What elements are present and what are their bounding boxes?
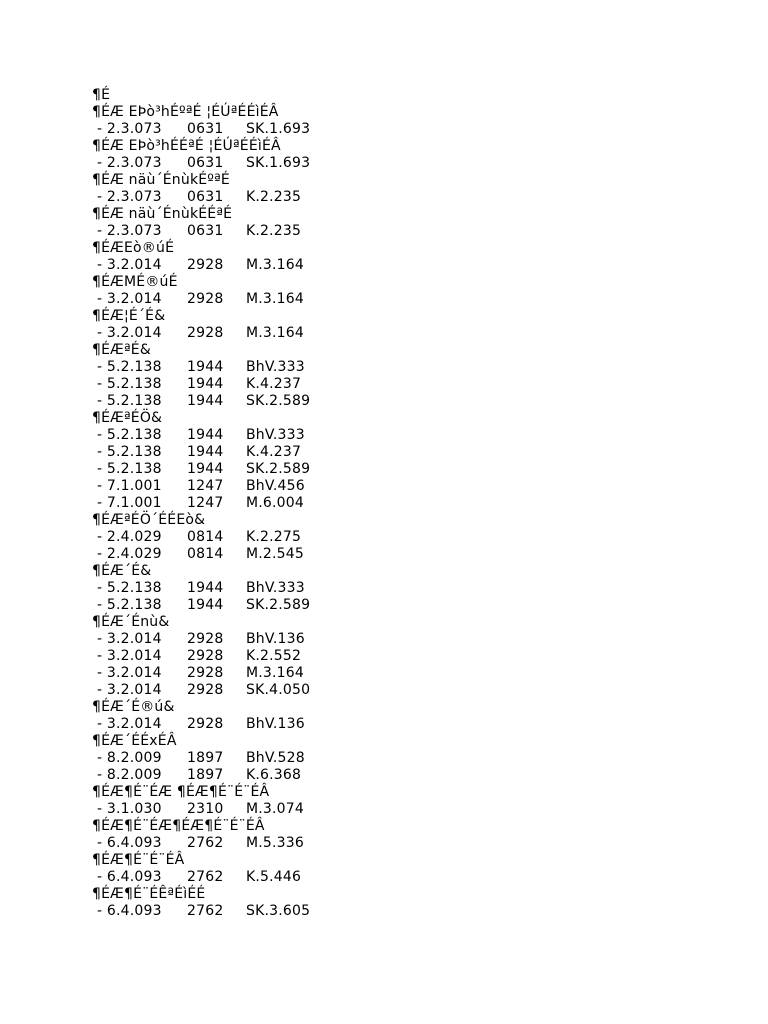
reference-row <box>92 495 692 512</box>
reference-id: - 3.1.030 <box>97 801 162 817</box>
reference-id: - 2.4.029 <box>97 546 162 562</box>
reference-id: - 6.4.093 <box>97 835 162 851</box>
reference-number: 2928 <box>187 665 224 681</box>
reference-id: - 2.3.073 <box>97 155 162 171</box>
reference-number: 2762 <box>187 835 224 851</box>
reference-row <box>92 835 692 852</box>
reference-number: 0631 <box>187 155 224 171</box>
reference-source: SK.1.693 <box>246 121 311 137</box>
reference-row <box>92 682 692 699</box>
reference-number: 2762 <box>187 903 224 919</box>
reference-source: BhV.333 <box>246 359 305 375</box>
reference-id: - 5.2.138 <box>97 427 162 443</box>
reference-number: 1944 <box>187 444 224 460</box>
reference-source: SK.3.605 <box>246 903 311 919</box>
reference-id: - 3.2.014 <box>97 257 162 273</box>
reference-id: - 8.2.009 <box>97 767 162 783</box>
reference-row <box>92 801 692 818</box>
reference-number: 1944 <box>187 580 224 596</box>
reference-id: - 3.2.014 <box>97 682 162 698</box>
headword: ¶ÉÆ¶É¨ÉÊªÉìÉÉ <box>92 886 206 902</box>
reference-row <box>92 189 692 206</box>
reference-number: 1247 <box>187 478 224 494</box>
reference-source: K.2.235 <box>246 189 302 205</box>
reference-source: M.5.336 <box>246 835 305 851</box>
reference-row <box>92 155 692 172</box>
headword: ¶ÉÆªÉ& <box>92 342 151 358</box>
reference-source: SK.4.050 <box>246 682 311 698</box>
reference-id: - 3.2.014 <box>97 665 162 681</box>
reference-id: - 5.2.138 <box>97 359 162 375</box>
reference-number: 1944 <box>187 461 224 477</box>
reference-source: SK.2.589 <box>246 461 311 477</box>
reference-row <box>92 580 692 597</box>
reference-id: - 3.2.014 <box>97 325 162 341</box>
reference-row <box>92 121 692 138</box>
reference-number: 0814 <box>187 529 224 545</box>
reference-row <box>92 257 692 274</box>
headword: ¶ÉÆ´É®ú& <box>92 699 175 715</box>
reference-row <box>92 665 692 682</box>
headword: ¶ÉÆ¦É´É& <box>92 308 166 324</box>
reference-source: M.2.545 <box>246 546 305 562</box>
reference-source: BhV.333 <box>246 427 305 443</box>
headword: ¶ÉÆ¶É¨ÉÆ¶ÉÆ¶É¨É¨ÉÂ <box>92 818 265 834</box>
reference-id: - 7.1.001 <box>97 478 162 494</box>
reference-source: BhV.136 <box>246 631 305 647</box>
headword: ¶ÉÆ´Énù& <box>92 614 170 630</box>
reference-id: - 5.2.138 <box>97 597 162 613</box>
reference-source: SK.2.589 <box>246 393 311 409</box>
reference-source: BhV.333 <box>246 580 305 596</box>
headword: ¶ÉÆEò®úÉ <box>92 240 175 256</box>
reference-number: 2928 <box>187 716 224 732</box>
reference-number: 0814 <box>187 546 224 562</box>
reference-number: 2928 <box>187 682 224 698</box>
reference-number: 1944 <box>187 427 224 443</box>
reference-source: K.2.552 <box>246 648 302 664</box>
reference-id: - 2.3.073 <box>97 223 162 239</box>
reference-row <box>92 359 692 376</box>
headword: ¶É <box>92 87 111 103</box>
reference-source: K.5.446 <box>246 869 302 885</box>
reference-id: - 6.4.093 <box>97 869 162 885</box>
headword: ¶ÉÆ¶É¨ÉÆ ¶ÉÆ¶É¨É¨ÉÂ <box>92 784 270 800</box>
reference-row <box>92 223 692 240</box>
reference-row <box>92 393 692 410</box>
reference-number: 1897 <box>187 750 224 766</box>
reference-row <box>92 750 692 767</box>
headword: ¶ÉÆ näù´ÉnùkÉÉªÉ <box>92 206 233 222</box>
reference-id: - 3.2.014 <box>97 291 162 307</box>
reference-number: 0631 <box>187 189 224 205</box>
reference-id: - 3.2.014 <box>97 631 162 647</box>
reference-id: - 5.2.138 <box>97 580 162 596</box>
reference-source: M.3.164 <box>246 257 305 273</box>
reference-source: K.2.275 <box>246 529 302 545</box>
reference-row <box>92 631 692 648</box>
reference-row <box>92 648 692 665</box>
reference-number: 2762 <box>187 869 224 885</box>
headword: ¶ÉÆ EÞò³hÉÉªÉ ¦ÉÚªÉÉìÉÂ <box>92 138 281 154</box>
reference-row <box>92 767 692 784</box>
reference-source: K.6.368 <box>246 767 302 783</box>
reference-row <box>92 376 692 393</box>
reference-id: - 2.4.029 <box>97 529 162 545</box>
reference-source: M.3.164 <box>246 665 305 681</box>
headword: ¶ÉÆ´É& <box>92 563 152 579</box>
index-list <box>92 87 692 920</box>
reference-number: 1944 <box>187 376 224 392</box>
reference-row <box>92 291 692 308</box>
reference-source: M.3.074 <box>246 801 305 817</box>
reference-number: 1247 <box>187 495 224 511</box>
reference-row <box>92 444 692 461</box>
reference-source: BhV.136 <box>246 716 305 732</box>
headword: ¶ÉÆ´ÉÉxÉÂ <box>92 733 177 749</box>
reference-number: 0631 <box>187 121 224 137</box>
reference-row <box>92 325 692 342</box>
headword: ¶ÉÆ näù´ÉnùkÉºªÉ <box>92 172 230 188</box>
reference-id: - 5.2.138 <box>97 444 162 460</box>
reference-source: BhV.528 <box>246 750 305 766</box>
reference-source: K.4.237 <box>246 376 302 392</box>
reference-id: - 2.3.073 <box>97 121 162 137</box>
reference-number: 2310 <box>187 801 224 817</box>
headword: ¶ÉÆªÉÖ´ÉÉEò& <box>92 512 206 528</box>
reference-number: 1944 <box>187 359 224 375</box>
reference-row <box>92 529 692 546</box>
headword: ¶ÉÆªÉÖ& <box>92 410 163 426</box>
reference-id: - 3.2.014 <box>97 716 162 732</box>
reference-id: - 5.2.138 <box>97 376 162 392</box>
reference-source: M.3.164 <box>246 325 305 341</box>
reference-id: - 5.2.138 <box>97 461 162 477</box>
reference-row <box>92 478 692 495</box>
reference-source: K.2.235 <box>246 223 302 239</box>
reference-source: BhV.456 <box>246 478 305 494</box>
reference-id: - 3.2.014 <box>97 648 162 664</box>
reference-number: 2928 <box>187 291 224 307</box>
reference-row <box>92 546 692 563</box>
reference-number: 2928 <box>187 648 224 664</box>
reference-source: M.6.004 <box>246 495 305 511</box>
reference-row <box>92 869 692 886</box>
reference-source: M.3.164 <box>246 291 305 307</box>
headword: ¶ÉÆMÉ®úÉ <box>92 274 178 290</box>
reference-source: SK.1.693 <box>246 155 311 171</box>
reference-number: 2928 <box>187 325 224 341</box>
reference-number: 2928 <box>187 257 224 273</box>
reference-id: - 5.2.138 <box>97 393 162 409</box>
reference-source: SK.2.589 <box>246 597 311 613</box>
reference-id: - 8.2.009 <box>97 750 162 766</box>
reference-number: 1897 <box>187 767 224 783</box>
reference-row <box>92 597 692 614</box>
reference-source: K.4.237 <box>246 444 302 460</box>
headword: ¶ÉÆ¶É¨É¨ÉÂ <box>92 852 185 868</box>
headword: ¶ÉÆ EÞò³hÉºªÉ ¦ÉÚªÉÉìÉÂ <box>92 104 279 120</box>
reference-number: 2928 <box>187 631 224 647</box>
reference-row <box>92 903 692 920</box>
reference-number: 1944 <box>187 597 224 613</box>
reference-number: 1944 <box>187 393 224 409</box>
reference-row <box>92 716 692 733</box>
reference-id: - 7.1.001 <box>97 495 162 511</box>
reference-row <box>92 461 692 478</box>
reference-id: - 6.4.093 <box>97 903 162 919</box>
reference-number: 0631 <box>187 223 224 239</box>
reference-row <box>92 427 692 444</box>
reference-id: - 2.3.073 <box>97 189 162 205</box>
